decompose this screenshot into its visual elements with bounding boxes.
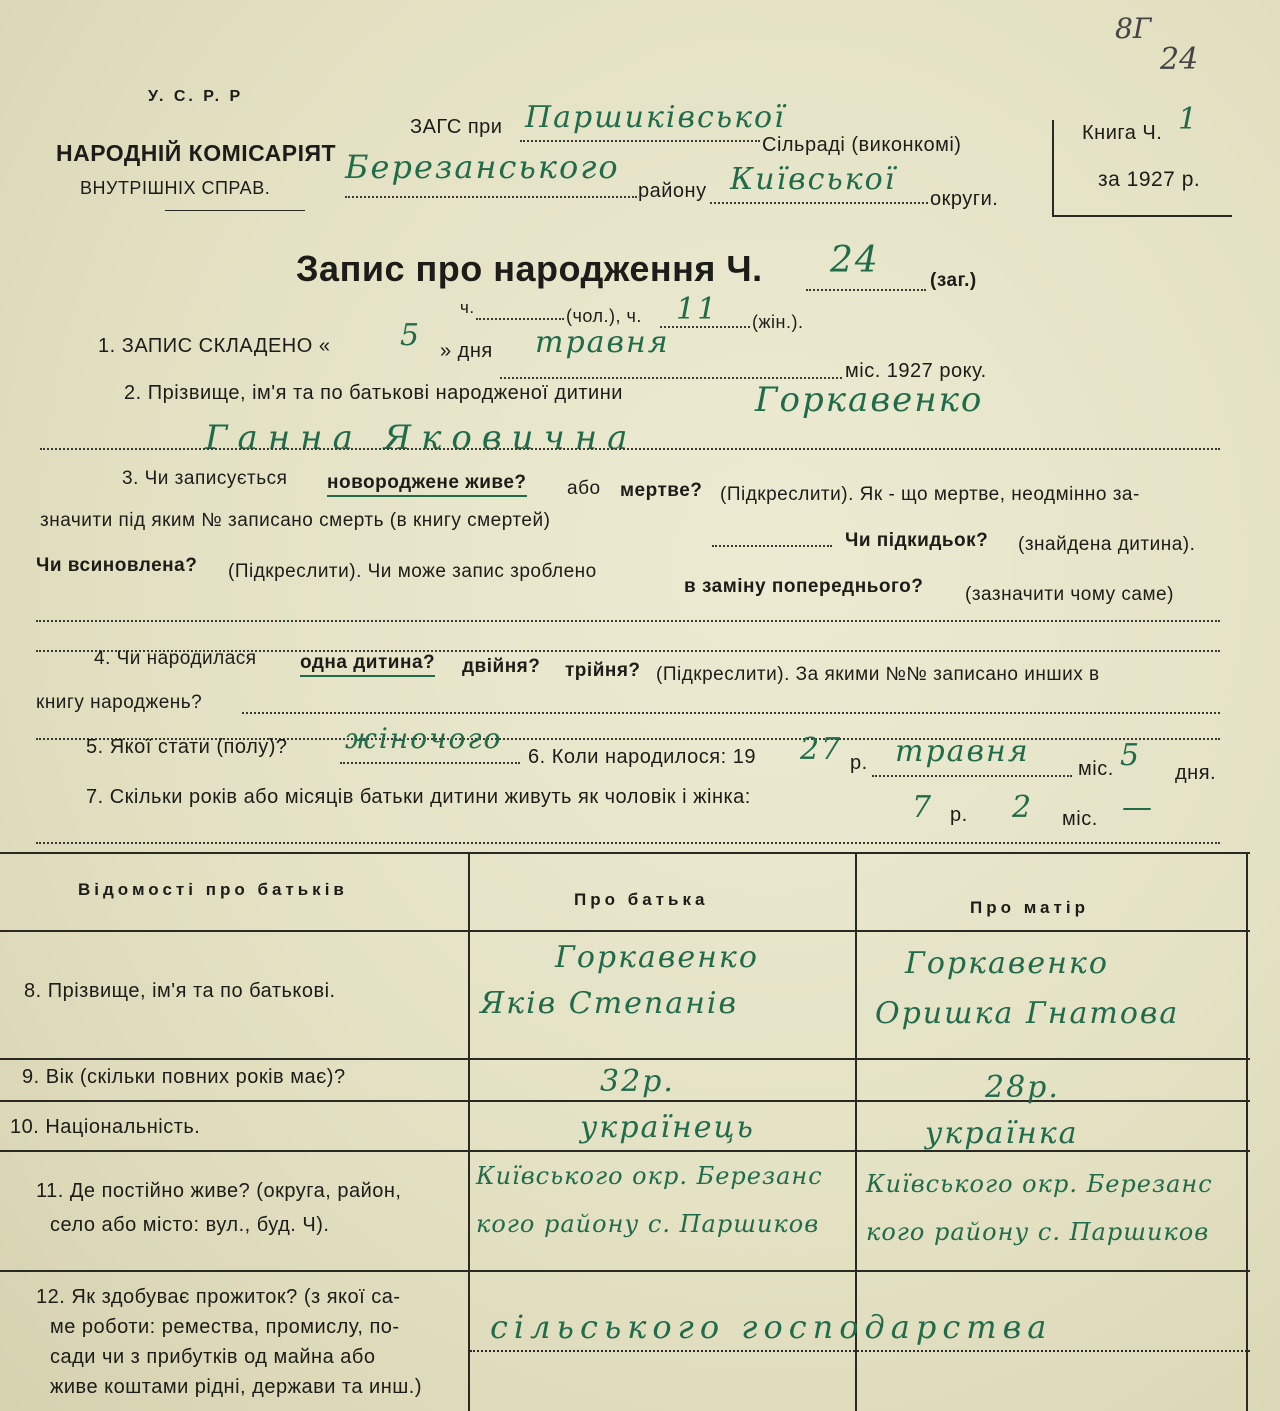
- item5-sex-handwritten: жіночого: [345, 722, 503, 755]
- item3-foundling-note: (знайдена дитина).: [1018, 534, 1196, 555]
- row8-bottom: [0, 1058, 1250, 1060]
- row11-label-line1: 11. Де постійно живе? (округа, район,: [36, 1180, 402, 1202]
- zags-suffix: Сільраді (виконкомі): [762, 134, 962, 156]
- item4-number-line: [242, 712, 1220, 714]
- item3-text-a: 3. Чи записується: [122, 468, 288, 489]
- father-age-handwritten: 32р.: [600, 1064, 675, 1099]
- header-divider: [165, 210, 305, 211]
- item6-month-handwritten: травня: [895, 734, 1030, 769]
- item2-label: 2. Прізвище, ім'я та по батькові народженої дитини: [124, 382, 623, 404]
- item4-text-b: (Підкреслити). За якими №№ записано инших в: [656, 664, 1100, 685]
- table-top-border: [0, 852, 1250, 854]
- item6-year-suffix: р.: [850, 752, 868, 774]
- item2-line: [40, 448, 1220, 450]
- item3-foundling: Чи підкидьок?: [845, 530, 989, 551]
- mother-residence-line2: кого району с. Паршиков: [866, 1218, 1210, 1246]
- book-box-bottom: [1052, 215, 1232, 217]
- male-label: (чол.), ч.: [566, 306, 642, 326]
- mother-nationality-handwritten: українка: [925, 1116, 1079, 1151]
- father-residence-line2: кого району с. Паршиков: [476, 1210, 820, 1238]
- item4-single-underlined: одна дитина?: [300, 652, 435, 677]
- row12-label-line3: сади чи з прибутків од майна або: [50, 1346, 376, 1368]
- female-label: (жін.).: [752, 312, 804, 332]
- col-divider-3: [1246, 852, 1248, 1411]
- item7-dash: —: [1122, 790, 1154, 825]
- archive-mark: 8Г: [1115, 12, 1152, 45]
- item6-day-label: дня.: [1175, 762, 1217, 784]
- item4-twins: двійня?: [462, 656, 541, 677]
- mother-age-handwritten: 28р.: [985, 1070, 1060, 1105]
- item1-month-handwritten: травня: [535, 325, 670, 360]
- book-number-handwritten: 1: [1178, 102, 1200, 137]
- item4-text-a: 4. Чи народилася: [94, 648, 257, 669]
- item4-triplets: трійня?: [565, 660, 641, 681]
- female-count-handwritten: 11: [676, 292, 719, 327]
- father-name-handwritten: Яків Степанів: [480, 986, 738, 1021]
- item7-label: 7. Скільки років або місяців батьки дитини живуть як чоловік і жінка:: [86, 786, 751, 808]
- occupation-handwritten: сільського господарства: [490, 1308, 1053, 1346]
- item3-text-c: (Підкреслити). Як - що мертве, неодмінно за-: [720, 484, 1140, 505]
- okruga-handwritten: Київської: [730, 162, 897, 197]
- zags-village-handwritten: Паршиківської: [525, 100, 786, 135]
- male-prefix: ч.: [460, 298, 475, 317]
- item3-line3: (Підкреслити). Чи може запис зроблено: [228, 561, 597, 582]
- item4-line2: книгу народжень?: [36, 692, 203, 713]
- department-title: ВНУТРІШНІХ СПРАВ.: [80, 178, 271, 198]
- item7-years-label: р.: [950, 804, 968, 826]
- item6-label: 6. Коли народилося: 19: [528, 746, 756, 768]
- item1-year: міс. 1927 року.: [845, 360, 987, 382]
- row12-label-line1: 12. Як здобуває прожиток? (з якої са-: [36, 1286, 401, 1308]
- header-father: Про батька: [574, 890, 709, 909]
- mother-surname-handwritten: Горкавенко: [905, 946, 1109, 981]
- book-label: Книга Ч.: [1082, 122, 1163, 144]
- zags-village-line: [520, 140, 760, 142]
- item3-replace: в заміну попереднього?: [684, 576, 924, 597]
- book-box-left: [1052, 120, 1054, 215]
- item5-label: 5. Якої стати (полу)?: [86, 736, 288, 758]
- commissariat-title: НАРОДНІЙ КОМІСАРІЯТ: [56, 140, 337, 166]
- okruga-line: [710, 202, 928, 204]
- row12-label-line2: ме роботи: ремества, промислу, по-: [50, 1316, 400, 1338]
- item1-day-suffix: » дня: [440, 340, 493, 362]
- item3-death-number-line: [712, 545, 832, 547]
- row11-label-line2: село або місто: вул., буд. Ч).: [50, 1214, 330, 1236]
- archive-page-number: 24: [1160, 42, 1199, 77]
- col-divider-1: [468, 852, 470, 1411]
- okruga-label: округи.: [930, 188, 999, 210]
- record-number-handwritten: 24: [830, 240, 880, 281]
- child-name-handwritten: Ганна Яковична: [205, 418, 638, 458]
- item3-line2: значити під яким № записано смерть (в книгу смертей): [40, 510, 551, 531]
- item7-months-handwritten: 2: [1012, 790, 1034, 825]
- district-handwritten: Березанського: [345, 148, 620, 186]
- republic-label: У. С. Р. Р: [148, 88, 244, 105]
- row12-label-line4: живе коштами рідні, держави та инш.): [50, 1376, 423, 1398]
- item3-adopted: Чи всиновлена?: [36, 555, 198, 576]
- item3-dead: мертве?: [620, 480, 703, 501]
- item5-line: [340, 762, 520, 764]
- row9-bottom: [0, 1100, 1250, 1102]
- item3-alive-underlined: новороджене живе?: [327, 472, 527, 497]
- item3-line3-end: (зазначити чому саме): [965, 584, 1174, 605]
- header-mother: Про матір: [970, 898, 1089, 917]
- row11-bottom: [0, 1270, 1250, 1272]
- item6-year-handwritten: 27: [800, 732, 843, 767]
- item6-month-line: [872, 775, 1072, 777]
- row8-label: 8. Прізвище, ім'я та по батькові.: [24, 980, 336, 1002]
- header-info: Відомості про батьків: [78, 880, 348, 899]
- mother-residence-line1: Київського окр. Березанс: [866, 1170, 1213, 1198]
- female-count-line: [660, 326, 750, 328]
- item7-years-handwritten: 7: [912, 790, 934, 825]
- district-line: [345, 196, 637, 198]
- item6-day-handwritten: 5: [1120, 738, 1142, 773]
- general-label: (заг.): [930, 270, 977, 291]
- district-label: району: [638, 180, 707, 202]
- row9-label: 9. Вік (скільки повних років має)?: [22, 1066, 346, 1088]
- table-header-bottom: [0, 930, 1250, 932]
- item6-month-label: міс.: [1078, 758, 1114, 780]
- record-title: Запис про народження Ч.: [296, 248, 763, 289]
- item1-month-line: [500, 377, 842, 379]
- book-year-label: за 1927 р.: [1098, 168, 1201, 191]
- item7-line: [36, 842, 1220, 844]
- zags-prefix: ЗАГС при: [410, 116, 503, 138]
- father-nationality-handwritten: українець: [580, 1110, 755, 1145]
- father-residence-line1: Київського окр. Березанс: [476, 1162, 823, 1190]
- item3-text-b: або: [567, 478, 601, 499]
- item1-label: 1. ЗАПИС СКЛАДЕНО «: [98, 335, 331, 357]
- item1-day-handwritten: 5: [400, 318, 422, 353]
- mother-name-handwritten: Оришка Гнатова: [875, 996, 1180, 1031]
- item3-line: [36, 620, 1220, 622]
- item7-months-label: міс.: [1062, 808, 1098, 830]
- male-count-line: [476, 318, 564, 320]
- record-number-line: [806, 289, 926, 291]
- row12-mid-line: [470, 1350, 1250, 1352]
- child-surname-handwritten: Горкавенко: [755, 380, 984, 420]
- father-surname-handwritten: Горкавенко: [555, 940, 759, 975]
- row10-label: 10. Національність.: [10, 1116, 201, 1138]
